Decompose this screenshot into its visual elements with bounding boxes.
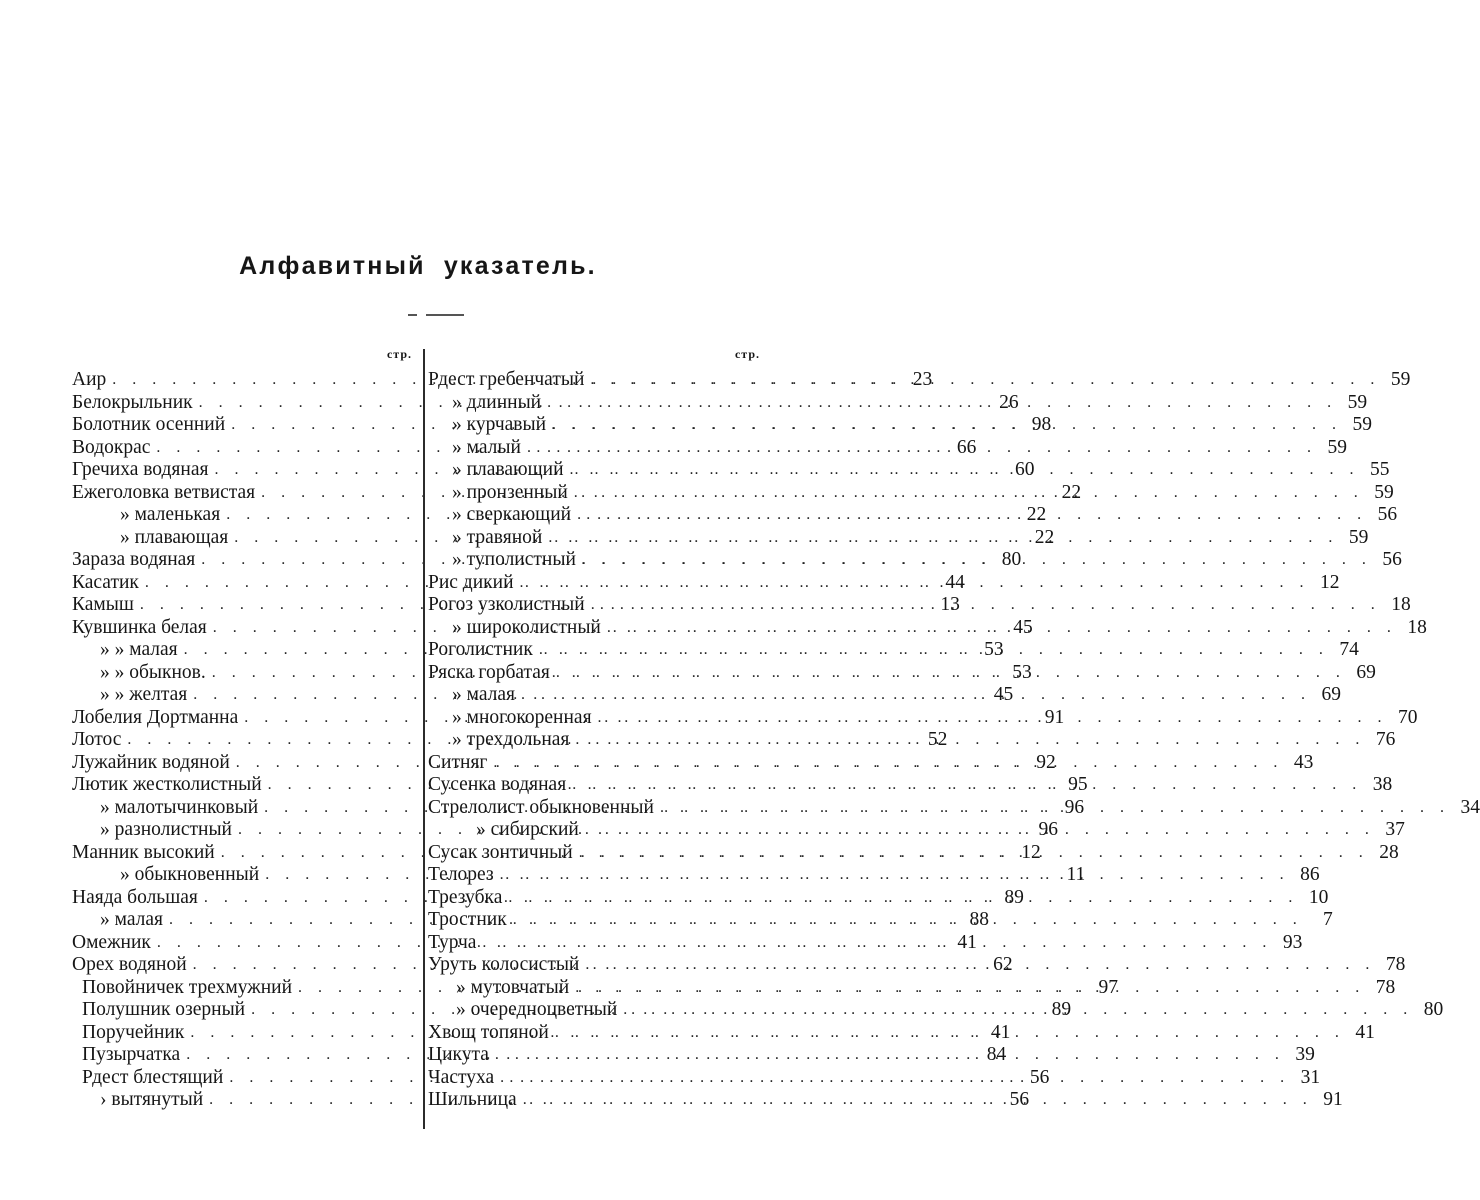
entry-page-number: 18 — [1391, 594, 1411, 616]
entry-name: Омежник — [72, 931, 151, 953]
entry-name: Цикута — [428, 1044, 489, 1066]
dot-leader — [541, 392, 1339, 414]
dot-leader — [494, 1067, 1292, 1089]
entry-name: Кувшинка белая — [72, 616, 207, 638]
dot-leader — [515, 684, 1313, 706]
entry-name: » курчавый — [452, 414, 547, 436]
entry-page-number: 93 — [1282, 931, 1303, 953]
dot-leader — [533, 639, 1331, 661]
index-entry — [428, 1021, 1375, 1045]
entry-name: » малотычинковый — [100, 796, 259, 818]
dot-leader — [585, 594, 1383, 616]
entry-name: Наяда большая — [72, 886, 198, 908]
entry-name: » разнолистный — [100, 819, 232, 841]
entry-name: Ежеголовка ветвистая — [72, 481, 256, 503]
dot-leader — [592, 707, 1390, 729]
dot-leader — [564, 459, 1362, 481]
entry-page-number: 11 — [1066, 864, 1086, 886]
entry-name: Лужайник водяной — [72, 751, 230, 773]
entry-page-number: 60 — [1014, 459, 1035, 481]
entry-name: Повойничек трехмужний — [82, 976, 293, 998]
dot-leader — [573, 842, 1371, 864]
entry-page-number: 44 — [945, 571, 965, 593]
entry-name: » плавающая — [120, 526, 229, 548]
entry-page-number: 41 — [1355, 1021, 1375, 1043]
entry-name: » маленькая — [120, 504, 221, 526]
entry-name: Частуха — [428, 1066, 495, 1088]
entry-page-number: 53 — [984, 639, 1004, 661]
entry-name: Аир — [72, 369, 107, 391]
entry-page-number: 91 — [1323, 1089, 1343, 1111]
dot-leader — [542, 527, 1340, 549]
entry-name: Поручейник — [82, 1021, 185, 1043]
entry-name: Уруть колосистый — [428, 954, 580, 976]
entry-name: Трезубка — [428, 886, 503, 908]
entry-page-number: 89 — [1004, 886, 1024, 908]
entry-page-number: 18 — [1407, 616, 1427, 638]
entry-page-number: 56 — [1029, 1066, 1050, 1088]
entry-page-number: 84 — [986, 1044, 1007, 1066]
page-title: Алфавитный указатель. — [239, 252, 597, 280]
dot-leader — [569, 977, 1367, 999]
entry-page-number: 56 — [1009, 1089, 1030, 1111]
entry-page-number: 56 — [1382, 549, 1402, 571]
entry-page-number: 74 — [1339, 639, 1359, 661]
entry-page-number: 43 — [1293, 751, 1314, 773]
entry-name: » сверкающий — [452, 504, 572, 526]
entry-name: Роголистник — [428, 639, 533, 661]
entry-name: Рогоз узколистный — [428, 594, 585, 616]
entry-page-number: 95 — [1068, 774, 1088, 796]
entry-page-number: 59 — [1348, 526, 1369, 548]
entry-name: Камыш — [72, 594, 134, 616]
entry-page-number: 34 — [1460, 796, 1480, 818]
dot-leader — [521, 437, 1319, 459]
entry-page-number: 59 — [1347, 391, 1368, 413]
entry-name: Рдест блестящий — [82, 1066, 224, 1088]
entry-page-number: 23 — [912, 369, 933, 391]
entry-name: » длинный — [452, 391, 542, 413]
entry-page-number: 22 — [1034, 526, 1055, 548]
entry-name: Белокрыльник — [72, 391, 193, 413]
entry-page-number: 59 — [1374, 481, 1394, 503]
entry-page-number: 70 — [1398, 706, 1418, 728]
entry-name: » малая — [452, 684, 516, 706]
entry-page-number: 26 — [999, 391, 1019, 413]
dot-leader — [566, 774, 1364, 796]
entry-name: › вытянутый — [100, 1089, 204, 1111]
entry-name: » » обыкнов. — [100, 661, 206, 683]
entry-name: Сусенка водяная — [428, 774, 567, 796]
entry-name: » » малая — [100, 639, 178, 661]
entry-page-number: 98 — [1031, 414, 1052, 436]
entry-page-number: 41 — [990, 1021, 1011, 1043]
dot-leader — [494, 864, 1292, 886]
dot-leader — [584, 369, 1382, 391]
entry-page-number: 69 — [1321, 684, 1342, 706]
entry-page-number: 62 — [993, 954, 1013, 976]
entry-page-number: 22 — [1061, 481, 1082, 503]
entry-page-number: 37 — [1385, 819, 1405, 841]
entry-name: » многокоренная — [452, 706, 592, 728]
entry-name: » малая — [100, 909, 164, 931]
dot-leader — [654, 797, 1452, 819]
entry-page-number: 52 — [927, 729, 948, 751]
entry-page-number: 88 — [969, 909, 990, 931]
entry-page-number: 59 — [1390, 369, 1411, 391]
entry-page-number: 10 — [1308, 886, 1329, 908]
entry-name: » обыкновенный — [120, 864, 260, 886]
entry-page-number: 7 — [1322, 909, 1333, 931]
dot-leader — [476, 932, 1274, 954]
entry-page-number: 45 — [993, 684, 1014, 706]
entry-name: Телорез — [428, 864, 494, 886]
entry-name: Шильница — [428, 1089, 517, 1111]
dot-leader — [550, 662, 1348, 684]
entry-page-number: 45 — [1013, 616, 1033, 638]
entry-page-number: 13 — [940, 594, 960, 616]
page-column-header: стр. — [386, 347, 412, 361]
entry-page-number: 92 — [1036, 751, 1056, 773]
entry-page-number: 89 — [1051, 999, 1072, 1021]
entry-page-number: 38 — [1372, 774, 1393, 796]
entry-name: Турча — [428, 931, 477, 953]
entry-name: Зараза водяная — [72, 549, 196, 571]
entry-name: Ряска горбатая — [428, 661, 550, 683]
entry-name: » травяной — [452, 526, 543, 548]
dot-leader — [546, 414, 1344, 436]
dot-leader — [487, 752, 1285, 774]
entry-page-number: 39 — [1295, 1044, 1315, 1066]
entry-page-number: 76 — [1375, 729, 1396, 751]
entry-name: » сибирский — [476, 819, 579, 841]
entry-page-number: 66 — [956, 436, 977, 458]
entry-name: » пронзенный — [452, 481, 568, 503]
entry-page-number: 55 — [1370, 459, 1390, 481]
entry-page-number: 80 — [1001, 549, 1022, 571]
entry-page-number: 80 — [1423, 999, 1444, 1021]
entry-name: Хвощ топяной — [428, 1021, 549, 1043]
dot-leader — [568, 482, 1366, 504]
entry-page-number: 78 — [1375, 976, 1396, 998]
dot-leader — [507, 909, 1305, 931]
dot-leader — [502, 887, 1300, 909]
dot-leader — [549, 1022, 1347, 1044]
entry-name: » мутовчатый — [456, 976, 570, 998]
dot-leader — [617, 999, 1415, 1021]
entry-name: Гречиха водяная — [72, 459, 209, 481]
title-rule-long — [426, 314, 464, 316]
entry-page-number: 96 — [1064, 796, 1085, 818]
entry-page-number: 41 — [957, 931, 977, 953]
title-rule-short — [408, 314, 417, 316]
entry-name: Манник высокий — [72, 841, 215, 863]
entry-page-number: 59 — [1327, 436, 1347, 458]
entry-name: Орех водяной — [72, 954, 187, 976]
entry-page-number: 59 — [1352, 414, 1373, 436]
entry-name: Лобелия Дортманна — [72, 706, 239, 728]
entry-name: » очередноцветный — [456, 999, 618, 1021]
dot-leader — [601, 617, 1399, 639]
page-column-header: стр. — [734, 347, 760, 361]
entry-page-number: 56 — [1377, 504, 1398, 526]
entry-name: Рис дикий — [428, 571, 514, 593]
entry-page-number: 97 — [1098, 976, 1119, 998]
dot-leader — [489, 1044, 1287, 1066]
entry-page-number: 69 — [1356, 661, 1376, 683]
entry-name: » » желтая — [100, 684, 188, 706]
entry-name: » туполистный — [452, 549, 576, 571]
entry-page-number: 96 — [1038, 819, 1058, 841]
entry-name: » широколистный — [452, 616, 601, 638]
entry-page-number: 12 — [1021, 841, 1041, 863]
entry-name: » плавающий — [452, 459, 564, 481]
dot-leader — [514, 572, 1312, 594]
entry-name: » трехдольная — [452, 729, 570, 751]
entry-name: Сусак зонтичный — [428, 841, 573, 863]
entry-page-number: 86 — [1300, 864, 1320, 886]
dot-leader — [579, 819, 1377, 841]
entry-name: Лютик жестколистный — [72, 774, 262, 796]
column-divider — [423, 349, 425, 1129]
dot-leader — [569, 729, 1367, 751]
entry-page-number: 22 — [1026, 504, 1047, 526]
entry-name: Ситняг — [428, 751, 488, 773]
entry-name: Водокрас — [72, 436, 151, 458]
entry-name: Болотник осенний — [72, 414, 226, 436]
entry-name: Пузырчатка — [82, 1044, 181, 1066]
dot-leader — [576, 549, 1374, 571]
entry-name: Лотос — [72, 729, 122, 751]
entry-page-number: 91 — [1044, 706, 1065, 728]
entry-name: Касатик — [72, 571, 139, 593]
entry-page-number: 12 — [1320, 571, 1340, 593]
entry-page-number: 78 — [1385, 954, 1406, 976]
dot-leader — [579, 954, 1377, 976]
dot-leader — [517, 1089, 1315, 1111]
entry-page-number: 31 — [1300, 1066, 1321, 1088]
entry-name: Тростник — [428, 909, 507, 931]
entry-page-number: 53 — [1012, 661, 1032, 683]
dot-leader — [571, 504, 1369, 526]
entry-name: Стрелолист обыкновенный — [428, 796, 654, 818]
entry-name: Полушник озерный — [82, 999, 246, 1021]
entry-page-number: 28 — [1379, 841, 1399, 863]
entry-name: Рдест гребенчатый — [428, 369, 585, 391]
entry-name: » малый — [452, 436, 521, 458]
